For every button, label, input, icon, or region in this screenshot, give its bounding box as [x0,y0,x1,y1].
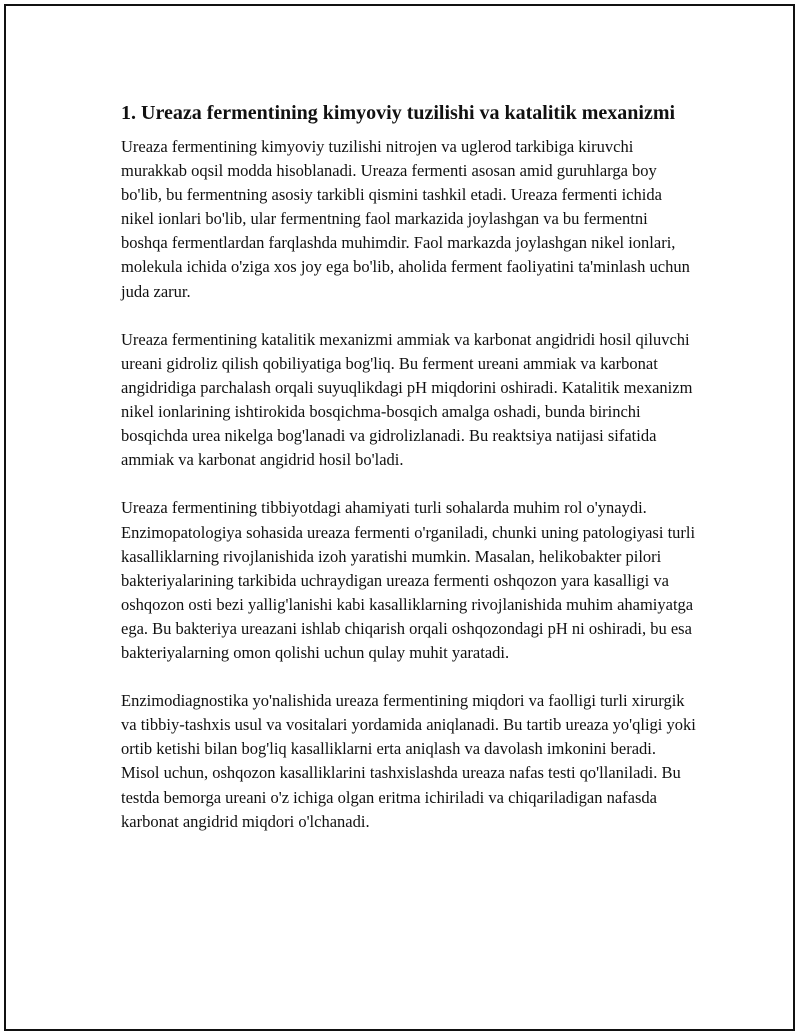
paragraph-diagnostics: Enzimodiagnostika yo'nalishida ureaza fermentining miqdori va faolligi turli xirurgik va tibbiy-tashxis usul va vositalari yordamida aniqlanadi. Bu tartib ureaza yo'qligi yoki ortib ketishi bilan bog'liq kasalliklarni erta aniqlash va davolash imkonini beradi. Misol uchun, oshqozon kasalliklarini tashxislashda ureaza nafas testi qo'llaniladi. Bu testda bemorga ureani o'z ichiga olgan eritma ichiriladi va chiqariladigan nafasda karbonat angidrid miqdori o'lchanadi. [121,691,696,831]
paragraph-mechanism: Ureaza fermentining katalitik mexanizmi ammiak va karbonat angidridi hosil qiluvchi ureani gidroliz qilish qobiliyatiga bog'liq. Bu ferment ureani ammiak va karbonat angidridiga parchalash orqali suyuqlikdagi pH miqdorini oshiradi. Katalitik mexanizm nikel ionlarining ishtirokida bosqichma-bosqich amalga oshadi, bunda birinchi bosqichda urea nikelga bog'lanadi va gidrolizlanadi. Bu reaktsiya natijasi sifatida ammiak va karbonat angidrid hosil bo'ladi. [121,329,693,470]
document-page [4,4,795,1031]
document-body [121,99,696,858]
paragraph-structure: Ureaza fermentining kimyoviy tuzilishi nitrojen va uglerod tarkibiga kiruvchi murakkab oqsil modda hisoblanadi. Ureaza fermenti asosan amid guruhlarga boy bo'lib, bu fermentning asosiy tarkibli qismini tashkil etadi. Ureaza fermenti ichida nikel ionlari bo'lib, ular fermentning faol markazida joylashgan va bu fermentni boshqa fermentlardan farqlashda muhimdir. Faol markazda joylashgan nikel ionlari, molekula ichida o'ziga xos joy ega bo'lib, aholida ferment faoliyatini ta'minlash uchun juda zarur. [121,137,690,301]
paragraph-medicine: Ureaza fermentining tibbiyotdagi ahamiyati turli sohalarda muhim rol o'ynaydi. Enzimopatologiya sohasida ureaza fermenti o'rganiladi, chunki uning patologiyasi turli kasalliklarning rivojlanishida izoh yaratishi mumkin. Masalan, helikobakter pilori bakteriyalarining tarkibida uchraydigan ureaza fermenti oshqozon yara kasalligi va oshqozon osti bezi yallig'lanishi kabi kasalliklarning rivojlanishida muhim ahamiyatga ega. Bu bakteriya ureazani ishlab chiqarish orqali oshqozondagi pH ni oshiradi, bu esa bakteriyalarning omon qolishi uchun qulay muhit yaratadi. [121,498,696,662]
section-heading: 1. Ureaza fermentining kimyoviy tuzilishi va katalitik mexanizmi [121,102,676,124]
